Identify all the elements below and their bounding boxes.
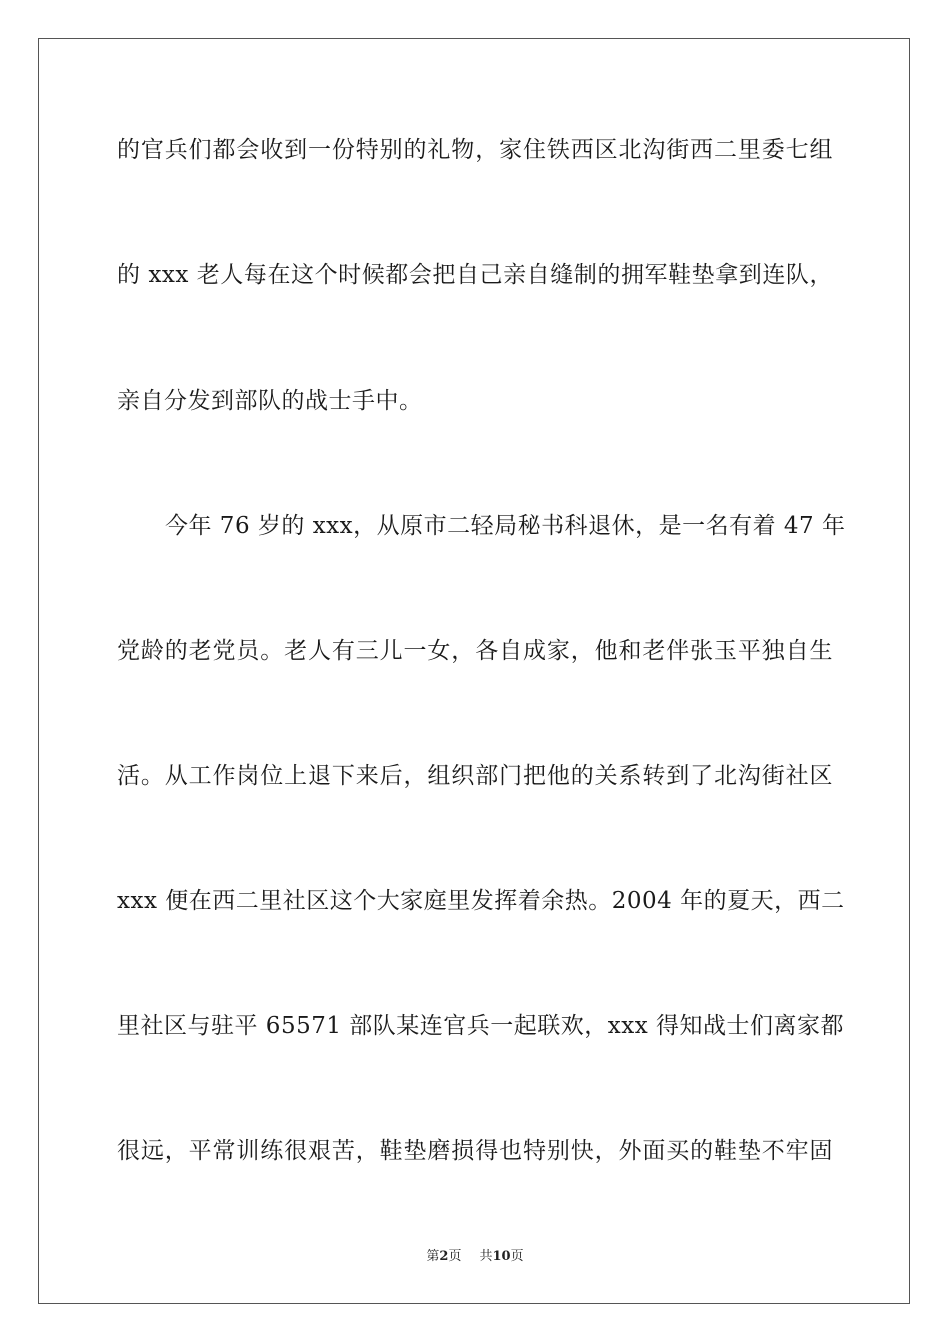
page-border bbox=[38, 38, 910, 1304]
total-unit: 页 bbox=[510, 1249, 524, 1264]
paragraph-line-8: 里社区与驻平 65571 部队某连官兵一起联欢，xxx 得知战士们离家都 bbox=[117, 1013, 845, 1039]
page-unit: 页 bbox=[448, 1249, 462, 1264]
paragraph-line-5: 党龄的老党员。老人有三儿一女，各自成家，他和老伴张玉平独自生 bbox=[117, 638, 833, 664]
paragraph-line-1: 的官兵们都会收到一份特别的礼物，家住铁西区北沟街西二里委七组 bbox=[117, 137, 833, 163]
page-footer bbox=[0, 1248, 950, 1266]
paragraph-line-6: 活。从工作岗位上退下来后，组织部门把他的关系转到了北沟街社区 bbox=[117, 763, 833, 789]
paragraph-line-7: xxx 便在西二里社区这个大家庭里发挥着余热。2004 年的夏天，西二 bbox=[117, 888, 845, 914]
page-current-number: 2 bbox=[439, 1249, 449, 1264]
paragraph-line-9: 很远，平常训练很艰苦，鞋垫磨损得也特别快，外面买的鞋垫不牢固 bbox=[117, 1138, 833, 1164]
paragraph-line-2: 的 xxx 老人每在这个时候都会把自己亲自缝制的拥军鞋垫拿到连队， bbox=[117, 262, 833, 288]
paragraph-line-3: 亲自分发到部队的战士手中。 bbox=[117, 388, 423, 414]
paragraph-line-4: 今年 76 岁的 xxx，从原市二轻局秘书科退休，是一名有着 47 年 bbox=[165, 513, 846, 539]
total-prefix: 共 bbox=[479, 1249, 493, 1264]
page-total-number: 10 bbox=[492, 1249, 511, 1264]
page-prefix: 第 bbox=[426, 1249, 440, 1264]
